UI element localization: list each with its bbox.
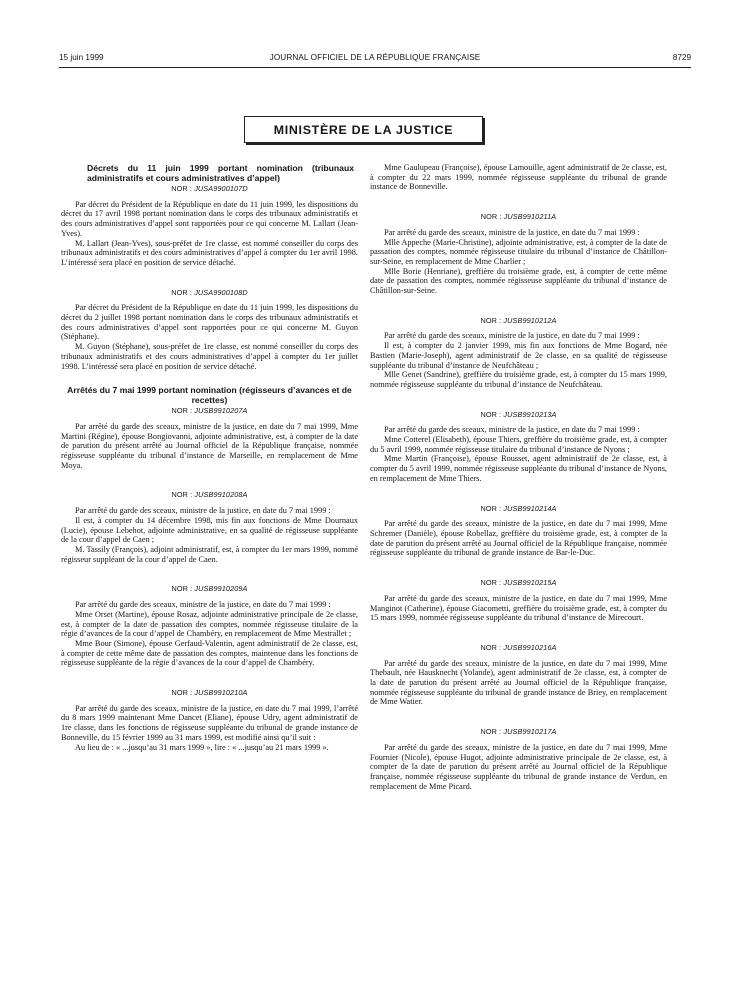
decree-title: Décrets du 11 juin 1999 portant nomination (tribunaux administratifs et cours administratives d’appel) bbox=[87, 163, 354, 183]
paragraph: Par arrêté du garde des sceaux, ministre de la justice, en date du 7 mai 1999, Mme Fournier (Nicole), épouse Hugot, adjointe administrative principale de 2e classe, est, à compter de la date de parution du présent arrêté au Journal officiel de la République française, nommée régisseuse suppléante du tribunal de grande instance de Verdun, en remplacement de Mme Picard. bbox=[370, 742, 667, 791]
left-column bbox=[61, 163, 358, 752]
paragraph: Par arrêté du garde des sceaux, ministre de la justice, en date du 7 mai 1999, l’arrêté du 8 mars 1999 maintenant Mme Dancet (Eliane), épouse Udry, agent administratif de 1re classe, dans les fonctions de régisseuse suppléante du tribunal de grande instance de Bonneville, du 15 février 1999 au 31 mars 1999, est modifié ainsi qu’il suit : bbox=[61, 703, 358, 742]
nor-reference: NOR : JUSA9900107D bbox=[171, 184, 248, 193]
paragraph: Par arrêté du garde des sceaux, ministre de la justice, en date du 7 mai 1999 : bbox=[384, 227, 640, 237]
paragraph: Mme Cotterel (Elisabeth), épouse Thiers, greffière du troisième grade, est, à compter du 5 avril 1999, nommée régisseuse titulaire du tribunal d’instance de Nyons ; bbox=[370, 435, 667, 454]
paragraph: Par décret du Président de la République en date du 11 juin 1999, les dispositions du décret du 2 juillet 1998 portant nomination dans le corps des tribunaux administratifs et des cours administratives d’appel sont rapportées pour ce qui concerne M. Guyon (Stéphane). bbox=[61, 303, 358, 342]
paragraph: Par arrêté du garde des sceaux, ministre de la justice, en date du 7 mai 1999 : bbox=[75, 506, 331, 516]
arrete-5 bbox=[370, 212, 667, 296]
arrete-7 bbox=[370, 410, 667, 484]
paragraph: Par arrêté du garde des sceaux, ministre de la justice, en date du 7 mai 1999 : bbox=[75, 600, 331, 610]
right-column bbox=[370, 163, 667, 791]
paragraph: Par arrêté du garde des sceaux, ministre de la justice, en date du 7 mai 1999, Mme Martini (Régine), épouse Bongiovanni, adjointe administrative, est, à compter de la date de parution du présent arrêté au Journal officiel de la République française, nommée régisseuse suppléante du tribunal d’instance de Marseille, en remplacement de Mme Moya. bbox=[61, 421, 358, 470]
paragraph: Par arrêté du garde des sceaux, ministre de la justice, en date du 7 mai 1999, Mme Thebault, née Hausknecht (Yolande), agent administratif de 2e classe, est, à compter de la date de parution du présent arrêté au Journal officiel de la République française, nommée régisseuse suppléante du tribunal de grande instance de Briey, en remplacement de Mme Watier. bbox=[370, 658, 667, 707]
arretes-title: Arrêtés du 7 mai 1999 portant nomination (régisseurs d’avances et de recettes) bbox=[67, 385, 352, 406]
nor-reference: NOR : JUSB9910213A bbox=[480, 409, 557, 419]
paragraph: Par arrêté du garde des sceaux, ministre de la justice, en date du 7 mai 1999, Mme Manginot (Catherine), épouse Giacometti, greffière du troisième grade, est, à compter du 15 mars 1999, nommée régisseuse suppléante du tribunal d’instance de Mirecourt. bbox=[370, 593, 667, 623]
ministry-heading bbox=[244, 116, 483, 143]
paragraph: Mme Orset (Martine), épouse Rosaz, adjointe administrative principale de 2e classe, est, à compter de la date de passation des comptes, nommée régisseuse titulaire de la régie d’avances de la cour d’appel de Chambéry, en remplacement de Mme Mestrallet ; bbox=[61, 609, 358, 639]
paragraph: Il est, à compter du 2 janvier 1999, mis fin aux fonctions de Mme Bogard, née Bastien (Marie-Joseph), agent administratif de 2e classe, en sa qualité de régisseuse suppléante du tribunal d’instance de Neufchâteau ; bbox=[370, 341, 667, 370]
paragraph: M. Guyon (Stéphane), sous-préfet de 1re classe, est nommé conseiller du corps des tribunaux administratifs et des cours administratives d’appel à compter du 1er juillet 1998. L’intéressé sera placé en position de service détaché. bbox=[61, 342, 358, 371]
paragraph: Mlle Borie (Henriane), greffière du troisième grade, est, à compter de cette même date de passation des comptes, nommée régisseuse suppléante du tribunal d’instance de Châtillon-sur-Seine. bbox=[370, 266, 667, 296]
arrete-6 bbox=[370, 316, 667, 390]
paragraph: Par décret du Président de la République en date du 11 juin 1999, les dispositions du décret du 17 avril 1998 portant nomination dans le corps des tribunaux administratifs et des cours administratives d’appel sont rapportées pour ce qui concerne M. Lallart (Jean-Yves). bbox=[61, 199, 358, 238]
nor-reference: NOR : JUSB9910210A bbox=[171, 688, 248, 698]
arrete-2 bbox=[61, 490, 358, 564]
arrete-4 bbox=[61, 688, 358, 752]
arrete-3 bbox=[61, 584, 358, 668]
header-date: 15 juin 1999 bbox=[59, 53, 104, 62]
paragraph: Au lieu de : « ...jusqu’au 31 mars 1999 », lire : « ...jusqu’au 21 mars 1999 ». bbox=[75, 742, 329, 752]
ministry-title: MINISTÈRE DE LA JUSTICE bbox=[273, 122, 454, 137]
nor-reference: NOR : JUSB9910217A bbox=[480, 727, 557, 737]
arrete-9 bbox=[370, 578, 667, 623]
paragraph: M. Lallart (Jean-Yves), sous-préfet de 1re classe, est nommé conseiller du corps des tribunaux administratifs et des cours administratives d’appel à compter du 1er avril 1998. L’intéressé sera placé en position de service détaché. bbox=[61, 238, 358, 267]
header-rule bbox=[59, 67, 691, 68]
decree-1 bbox=[61, 184, 358, 268]
paragraph: Il est, à compter du 14 décembre 1998, mis fin aux fonctions de Mme Dournaux (Lucie), épouse Lebehot, adjointe administrative, en sa qualité de régisseuse suppléante de la cour d’appel de Caen ; bbox=[61, 515, 358, 545]
header-journal-title: JOURNAL OFFICIEL DE LA RÉPUBLIQUE FRANÇAISE bbox=[269, 53, 481, 62]
continuation bbox=[370, 163, 667, 192]
paragraph: Mlle Appeche (Marie-Christine), adjointe administrative, est, à compter de la date de passation des comptes, nommée régisseuse titulaire du tribunal d’instance de Châtillon-sur-Seine, en remplacement de Mme Charlier ; bbox=[370, 237, 667, 266]
nor-reference: NOR : JUSB9910207A bbox=[171, 406, 248, 416]
paragraph: Mme Martin (Françoise), épouse Rousset, agent administratif de 2e classe, est, à compter du 5 avril 1999, nommée régisseuse suppléante du tribunal d’instance de Nyons, en remplacement de Mme Thiers. bbox=[370, 454, 667, 483]
nor-reference: NOR : JUSB9910209A bbox=[171, 584, 248, 594]
nor-reference: NOR : JUSB9910214A bbox=[480, 503, 557, 513]
nor-reference: NOR : JUSA9900108D bbox=[171, 287, 248, 297]
paragraph: Mlle Genet (Sandrine), greffière du troisième grade, est, à compter du 15 mars 1999, nommée régisseuse suppléante du tribunal d’instance de Neufchâteau. bbox=[370, 370, 667, 389]
paragraph: Par arrêté du garde des sceaux, ministre de la justice, en date du 7 mai 1999 : bbox=[384, 425, 640, 435]
nor-reference: NOR : JUSB9910212A bbox=[480, 315, 557, 325]
paragraph: Par arrêté du garde des sceaux, ministre de la justice, en date du 7 mai 1999 : bbox=[384, 331, 640, 341]
paragraph: Mme Gaulupeau (Françoise), épouse Lamouille, agent administratif de 2e classe, est, à compter du 22 mars 1999, nommée régisseuse suppléante du tribunal de grande instance de Bonneville. bbox=[370, 163, 667, 192]
arrete-1 bbox=[61, 406, 358, 470]
nor-reference: NOR : JUSB9910216A bbox=[480, 642, 557, 652]
arrete-8 bbox=[370, 504, 667, 559]
decree-2 bbox=[61, 288, 358, 372]
arrete-11 bbox=[370, 727, 667, 791]
paragraph: Mme Bour (Simone), épouse Gerfaud-Valentin, agent administratif de 2e classe, est, à compter de cette même date de passation des comptes, maintenue dans les fonctions de régisseuse suppléante de la régie d’avances de la cour d’appel de Chambéry. bbox=[61, 638, 358, 668]
nor-reference: NOR : JUSB9910215A bbox=[480, 578, 557, 588]
paragraph: Par arrêté du garde des sceaux, ministre de la justice, en date du 7 mai 1999, Mme Schremer (Danièle), épouse Robellaz, greffière du troisième grade, est, à compter de la date de parution du présent arrêté au Journal officiel de la République française, nommée régisseuse suppléante du tribunal de grande instance de Bar-le-Duc. bbox=[370, 519, 667, 558]
arrete-10 bbox=[370, 643, 667, 707]
header-page-number: 8729 bbox=[672, 53, 691, 62]
nor-reference: NOR : JUSB9910208A bbox=[171, 490, 248, 500]
paragraph: M. Tassily (François), adjoint administratif, est, à compter du 1er mars 1999, nommé régisseur suppléant de la cour d’appel de Caen. bbox=[61, 544, 358, 564]
nor-reference: NOR : JUSB9910211A bbox=[480, 212, 557, 222]
